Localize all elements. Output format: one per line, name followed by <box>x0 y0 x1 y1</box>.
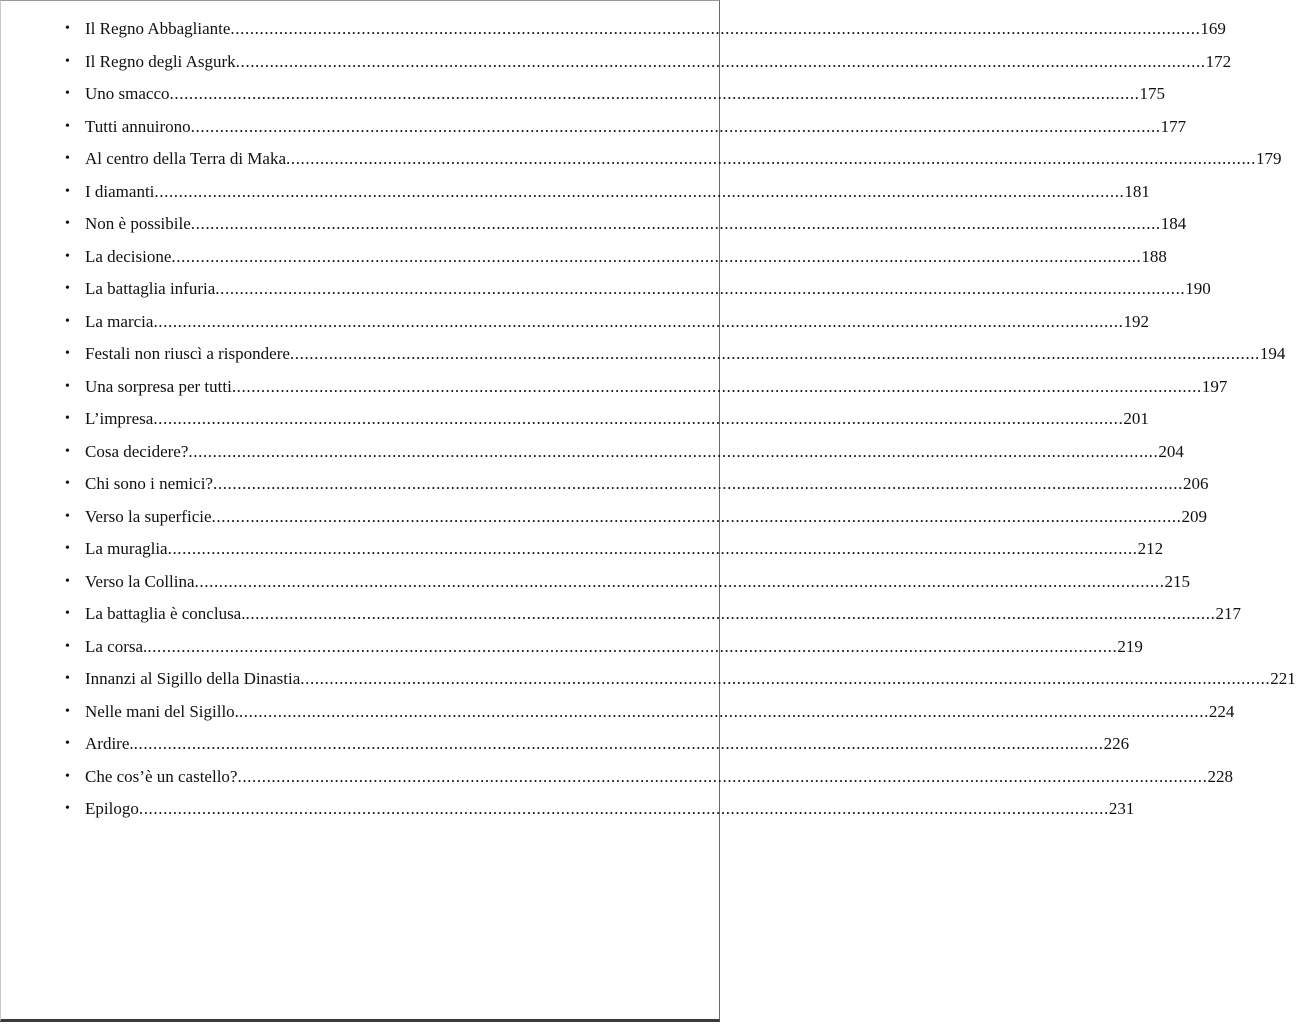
dot-leader: ........................................................................................................................................................................................................ <box>212 474 1183 493</box>
toc-entry <box>1 306 1149 339</box>
toc-entry <box>1 793 1135 826</box>
dot-leader: ........................................................................................................................................................................................................ <box>190 116 1161 136</box>
toc-entry-line <box>85 78 1166 111</box>
bullet-icon: • <box>65 768 70 784</box>
toc-entry-line <box>85 46 1232 79</box>
dot-leader: ........................................................................................................................................................................................................ <box>154 181 1125 201</box>
bullet-icon: • <box>65 313 70 329</box>
toc-entry-page-number: 184 <box>1160 214 1187 233</box>
toc-entry-page-number: 231 <box>1108 799 1135 818</box>
toc-entry-page-number: 197 <box>1201 376 1228 396</box>
toc-entry-title: Che cos’è un castello? <box>85 766 238 786</box>
toc-entry-line <box>85 501 1208 534</box>
toc-entry-title: Tutti annuirono <box>85 116 191 136</box>
bullet-icon: • <box>65 281 70 296</box>
toc-entry <box>1 241 1167 274</box>
bullet-icon: • <box>65 248 70 264</box>
toc-entry-page-number: 221 <box>1270 669 1296 688</box>
dot-leader: ........................................................................................................................................................................................................ <box>300 669 1271 688</box>
toc-entry-line <box>85 566 1191 599</box>
toc-entry-page-number: 224 <box>1208 701 1235 721</box>
toc-entry-page-number: 192 <box>1123 311 1149 331</box>
toc-entry-page-number: 177 <box>1160 116 1187 136</box>
toc-entry-line <box>85 241 1167 274</box>
dot-leader: ........................................................................................................................................................................................................ <box>235 51 1206 71</box>
toc-entry-page-number: 209 <box>1181 506 1208 526</box>
toc-entry-title: Epilogo <box>85 799 139 818</box>
toc-entry-title: Chi sono i nemici? <box>85 474 213 493</box>
toc-entry-page-number: 228 <box>1207 766 1233 786</box>
dot-leader: ........................................................................................................................................................................................................ <box>237 766 1208 786</box>
bullet-icon: • <box>65 606 70 621</box>
dot-leader: ........................................................................................................................................................................................................ <box>133 734 1104 753</box>
toc-entry-page-number: 188 <box>1141 246 1167 266</box>
dot-leader: ........................................................................................................................................................................................................ <box>211 506 1182 526</box>
bullet-icon: • <box>65 508 70 524</box>
toc-entry-line <box>85 728 1130 761</box>
dot-leader: ........................................................................................................................................................................................................ <box>190 214 1161 233</box>
toc-entry <box>1 728 1130 761</box>
toc-entry-page-number: 206 <box>1182 474 1209 493</box>
toc-entry <box>1 436 1184 469</box>
dot-leader: ........................................................................................................................................................................................................ <box>238 701 1209 721</box>
bullet-icon: • <box>65 216 70 231</box>
table-of-contents <box>1 13 1296 826</box>
bullet-icon: • <box>65 378 70 394</box>
dot-leader: ........................................................................................................................................................................................................ <box>153 409 1124 428</box>
bullet-icon: • <box>65 541 70 556</box>
dot-leader: ........................................................................................................................................................................................................ <box>245 604 1216 623</box>
toc-entry-title: Non è possibile <box>85 214 191 233</box>
toc-entry-title: La battaglia infuria <box>85 279 216 298</box>
toc-entry-line <box>85 111 1187 144</box>
bullet-icon: • <box>65 346 70 361</box>
toc-entry-title: La decisione <box>85 246 172 266</box>
toc-entry-page-number: 217 <box>1215 604 1241 623</box>
toc-entry <box>1 566 1191 599</box>
toc-entry-title: La muraglia <box>85 539 168 558</box>
bullet-icon: • <box>65 118 70 134</box>
toc-entry-title: Verso la Collina <box>85 571 195 591</box>
dot-leader: ........................................................................................................................................................................................................ <box>289 344 1260 363</box>
toc-entry <box>1 78 1166 111</box>
toc-entry-line <box>85 13 1226 46</box>
toc-entry <box>1 338 1286 371</box>
dot-leader: ........................................................................................................................................................................................................ <box>215 279 1186 298</box>
toc-entry-title: Il Regno degli Asgurk <box>85 51 236 71</box>
toc-entry-page-number: 219 <box>1117 636 1143 656</box>
toc-entry-line <box>85 696 1235 729</box>
dot-leader: ........................................................................................................................................................................................................ <box>138 799 1109 818</box>
toc-entry <box>1 273 1211 306</box>
toc-entry <box>1 111 1187 144</box>
toc-entry-title: Festali non riuscì a rispondere <box>85 344 290 363</box>
toc-entry-line <box>85 468 1209 501</box>
toc-entry <box>1 371 1228 404</box>
toc-entry-title: Nelle mani del Sigillo. <box>85 701 239 721</box>
toc-entry-title: Cosa decidere? <box>85 441 189 461</box>
bullet-icon: • <box>65 21 70 36</box>
dot-leader: ........................................................................................................................................................................................................ <box>231 376 1202 396</box>
toc-entry-title: Al centro della Terra di Maka <box>85 149 286 168</box>
toc-entry-page-number: 179 <box>1256 149 1282 168</box>
bullet-icon: • <box>65 53 70 69</box>
bullet-icon: • <box>65 801 70 816</box>
toc-entry <box>1 46 1232 79</box>
toc-entry-title: La marcia <box>85 311 154 331</box>
toc-entry-line <box>85 176 1150 209</box>
toc-entry-line <box>85 273 1211 306</box>
bullet-icon: • <box>65 476 70 491</box>
toc-entry-title: La corsa. <box>85 636 148 656</box>
toc-entry-page-number: 194 <box>1259 344 1286 363</box>
bullet-icon: • <box>65 183 70 199</box>
toc-entry-line <box>85 403 1149 436</box>
toc-entry-title: Uno smacco <box>85 84 170 103</box>
toc-entry-page-number: 172 <box>1205 51 1232 71</box>
toc-entry-line <box>85 371 1228 404</box>
toc-entry-title: I diamanti <box>85 181 155 201</box>
toc-entry-line <box>85 663 1296 696</box>
toc-entry <box>1 143 1282 176</box>
toc-entry-page-number: 212 <box>1137 539 1164 558</box>
toc-entry-title: Il Regno Abbagliante <box>85 19 231 38</box>
toc-entry-title: Una sorpresa per tutti <box>85 376 232 396</box>
dot-leader: ........................................................................................................................................................................................................ <box>171 246 1142 266</box>
toc-entry-line <box>85 598 1241 631</box>
bullet-icon: • <box>65 151 70 166</box>
toc-entry <box>1 208 1187 241</box>
toc-entry <box>1 176 1150 209</box>
bullet-icon: • <box>65 736 70 751</box>
bullet-icon: • <box>65 443 70 459</box>
toc-entry-line <box>85 533 1164 566</box>
toc-entry-line <box>85 338 1286 371</box>
toc-entry-page-number: 201 <box>1123 409 1149 428</box>
toc-entry <box>1 501 1208 534</box>
bullet-icon: • <box>65 671 70 686</box>
bullet-icon: • <box>65 703 70 719</box>
toc-entry <box>1 13 1226 46</box>
toc-entry-line <box>85 761 1233 794</box>
toc-entry <box>1 468 1209 501</box>
toc-entry-line <box>85 143 1282 176</box>
dot-leader: ........................................................................................................................................................................................................ <box>188 441 1159 461</box>
toc-entry-line <box>85 793 1135 826</box>
toc-entry <box>1 631 1143 664</box>
toc-entry-page-number: 181 <box>1124 181 1150 201</box>
toc-entry-page-number: 175 <box>1139 84 1166 103</box>
toc-entry-title: Verso la superficie <box>85 506 212 526</box>
bullet-icon: • <box>65 411 70 426</box>
toc-entry-line <box>85 306 1149 339</box>
toc-entry-page-number: 169 <box>1200 19 1226 38</box>
toc-entry-title: L’impresa <box>85 409 154 428</box>
dot-leader: ........................................................................................................................................................................................................ <box>147 636 1118 656</box>
bullet-icon: • <box>65 86 70 101</box>
toc-entry-page-number: 215 <box>1164 571 1191 591</box>
toc-entry <box>1 533 1164 566</box>
bullet-icon: • <box>65 638 70 654</box>
dot-leader: ........................................................................................................................................................................................................ <box>230 19 1201 38</box>
dot-leader: ........................................................................................................................................................................................................ <box>286 149 1256 168</box>
toc-entry-title: La battaglia è conclusa. <box>85 604 246 623</box>
dot-leader: ........................................................................................................................................................................................................ <box>194 571 1165 591</box>
toc-entry <box>1 696 1235 729</box>
toc-entry <box>1 403 1149 436</box>
dot-leader: ........................................................................................................................................................................................................ <box>169 84 1140 103</box>
toc-entry <box>1 761 1233 794</box>
toc-entry-page-number: 204 <box>1158 441 1184 461</box>
toc-entry-page-number: 226 <box>1103 734 1130 753</box>
toc-entry <box>1 598 1241 631</box>
toc-entry-page-number: 190 <box>1185 279 1211 298</box>
dot-leader: ........................................................................................................................................................................................................ <box>153 311 1124 331</box>
dot-leader: ........................................................................................................................................................................................................ <box>167 539 1138 558</box>
toc-entry-line <box>85 436 1184 469</box>
bullet-icon: • <box>65 573 70 589</box>
toc-entry <box>1 663 1296 696</box>
toc-entry-title: Innanzi al Sigillo della Dinastia <box>85 669 301 688</box>
toc-entry-line <box>85 208 1187 241</box>
toc-entry-line <box>85 631 1143 664</box>
toc-entry-title: Ardire. <box>85 734 134 753</box>
